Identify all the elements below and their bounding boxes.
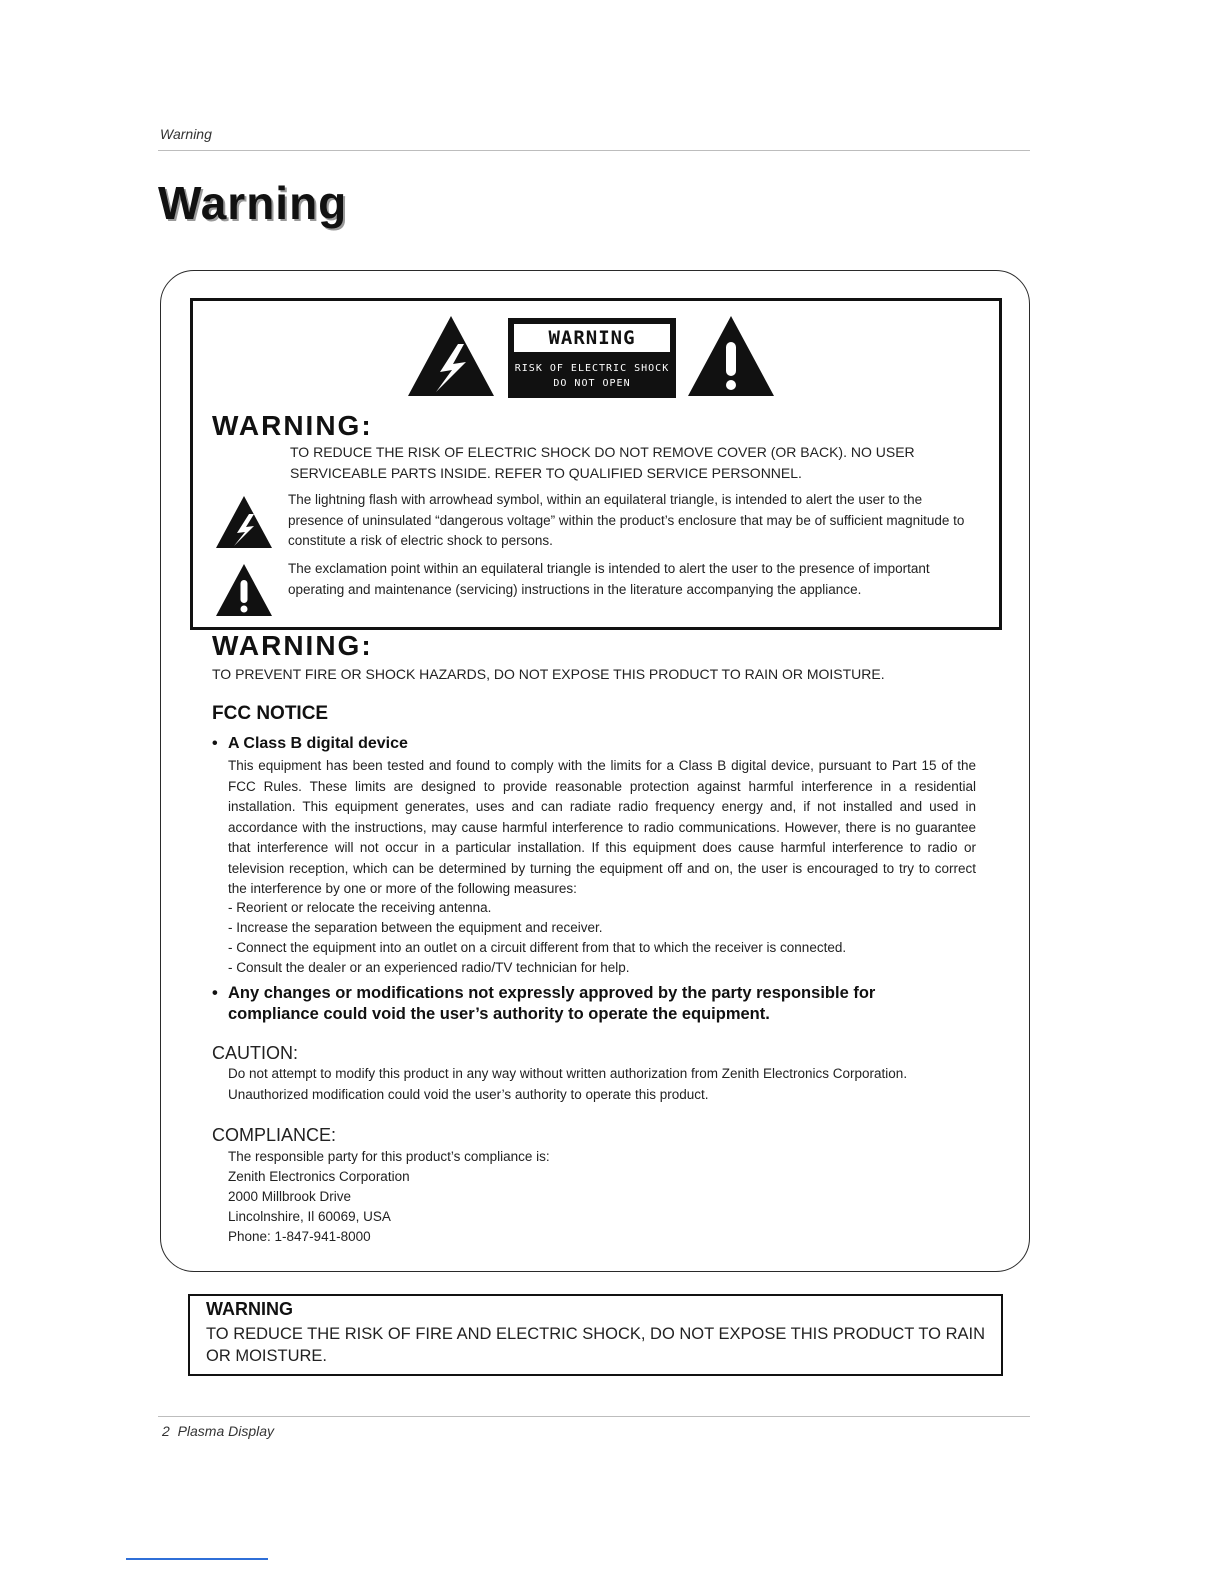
exclamation-description: The exclamation point within an equilateral triangle is intended to alert the user to the presence of important operating and maintenance (servicing) instructions in the literature accompanying the appliance. xyxy=(288,561,930,597)
warning-label-line1: RISK OF ELECTRIC SHOCK xyxy=(514,363,670,374)
footer-rule xyxy=(158,1416,1030,1417)
link-underline xyxy=(126,1558,268,1560)
list-item: Phone: 1-847-941-8000 xyxy=(228,1229,371,1244)
fcc-bullet1-title: A Class B digital device xyxy=(228,735,408,752)
lightning-triangle-icon xyxy=(406,314,496,398)
fcc-bullet1-text: This equipment has been tested and found to comply with the limits for a Class B digital device, pursuant to Part 15 of the FCC Rules. These limits are designed to provide reasonable protection against harmful interference in a residential installation. This equipment generates, uses and can radiate radio frequency energy and, if not installed and used in accordance with the instructions, may cause harmful interference to radio communications. However, there is no guarantee that interference will not occur in a particular installation. If this equipment does cause harmful interference to radio or television reception, which can be determined by turning the equipment off and on, the user is encouraged to try to correct the interference by one or more of the following measures: xyxy=(228,758,976,896)
exclamation-triangle-icon xyxy=(214,562,274,618)
page-title: Warning xyxy=(158,177,348,229)
lightning-description: The lightning flash with arrowhead symbol, within an equilateral triangle, is intended to alert the user to the presence of uninsulated “dangerous voltage” within the product’s enclosure that may be of sufficient magnitude to constitute a risk of electric shock to persons. xyxy=(288,492,965,548)
caution-text: Do not attempt to modify this product in any way without written authorization from Zenith Electronics Corporation. Unauthorized modification could void the user’s authority to operate this product. xyxy=(228,1066,908,1102)
bottom-warning-heading: WARNING xyxy=(206,1299,293,1319)
lightning-triangle-icon xyxy=(214,494,274,550)
fcc-bullet2: Any changes or modifications not expressly approved by the party responsible for compliance could void the user’s authority to operate the equipment. xyxy=(228,984,876,1023)
caution-heading: CAUTION: xyxy=(212,1043,299,1063)
list-item: - Consult the dealer or an experienced radio/TV technician for help. xyxy=(228,960,630,975)
warning-label-title: WARNING xyxy=(514,324,670,352)
warning-label-line2: DO NOT OPEN xyxy=(553,378,631,389)
list-item: Lincolnshire, Il 60069, USA xyxy=(228,1209,391,1224)
fcc-heading: FCC NOTICE xyxy=(212,703,329,724)
warning-heading-1: WARNING: xyxy=(212,410,373,441)
fcc-bullet-dot: • xyxy=(212,984,218,1002)
bottom-warning-text: TO REDUCE THE RISK OF FIRE AND ELECTRIC SHOCK, DO NOT EXPOSE THIS PRODUCT TO RAIN OR MOISTURE. xyxy=(206,1325,985,1365)
list-item: Zenith Electronics Corporation xyxy=(228,1169,410,1184)
warning-text-2: TO PREVENT FIRE OR SHOCK HAZARDS, DO NOT EXPOSE THIS PRODUCT TO RAIN OR MOISTURE. xyxy=(212,666,885,682)
fcc-bullet-dot: • xyxy=(212,735,218,752)
running-header: Warning xyxy=(160,126,212,142)
list-item: The responsible party for this product’s compliance is: xyxy=(228,1149,550,1164)
list-item: 2000 Millbrook Drive xyxy=(228,1189,352,1204)
exclamation-triangle-icon xyxy=(686,314,776,398)
footer-page-label: 2 Plasma Display xyxy=(162,1423,275,1439)
list-item: - Connect the equipment into an outlet on a circuit different from that to which the receiver is connected. xyxy=(228,940,847,955)
fcc-measures-list xyxy=(228,898,976,978)
warning-text-1: TO REDUCE THE RISK OF ELECTRIC SHOCK DO NOT REMOVE COVER (OR BACK). NO USER SERVICEABLE PARTS INSIDE. REFER TO QUALIFIED SERVICE PERSONNEL. xyxy=(290,444,915,481)
compliance-lines xyxy=(228,1147,728,1247)
compliance-heading: COMPLIANCE: xyxy=(212,1125,337,1145)
warning-heading-2: WARNING: xyxy=(212,630,373,661)
warning-label xyxy=(508,318,676,398)
list-item: - Increase the separation between the equipment and receiver. xyxy=(228,920,603,935)
list-item: - Reorient or relocate the receiving antenna. xyxy=(228,900,492,915)
header-rule xyxy=(158,150,1030,151)
